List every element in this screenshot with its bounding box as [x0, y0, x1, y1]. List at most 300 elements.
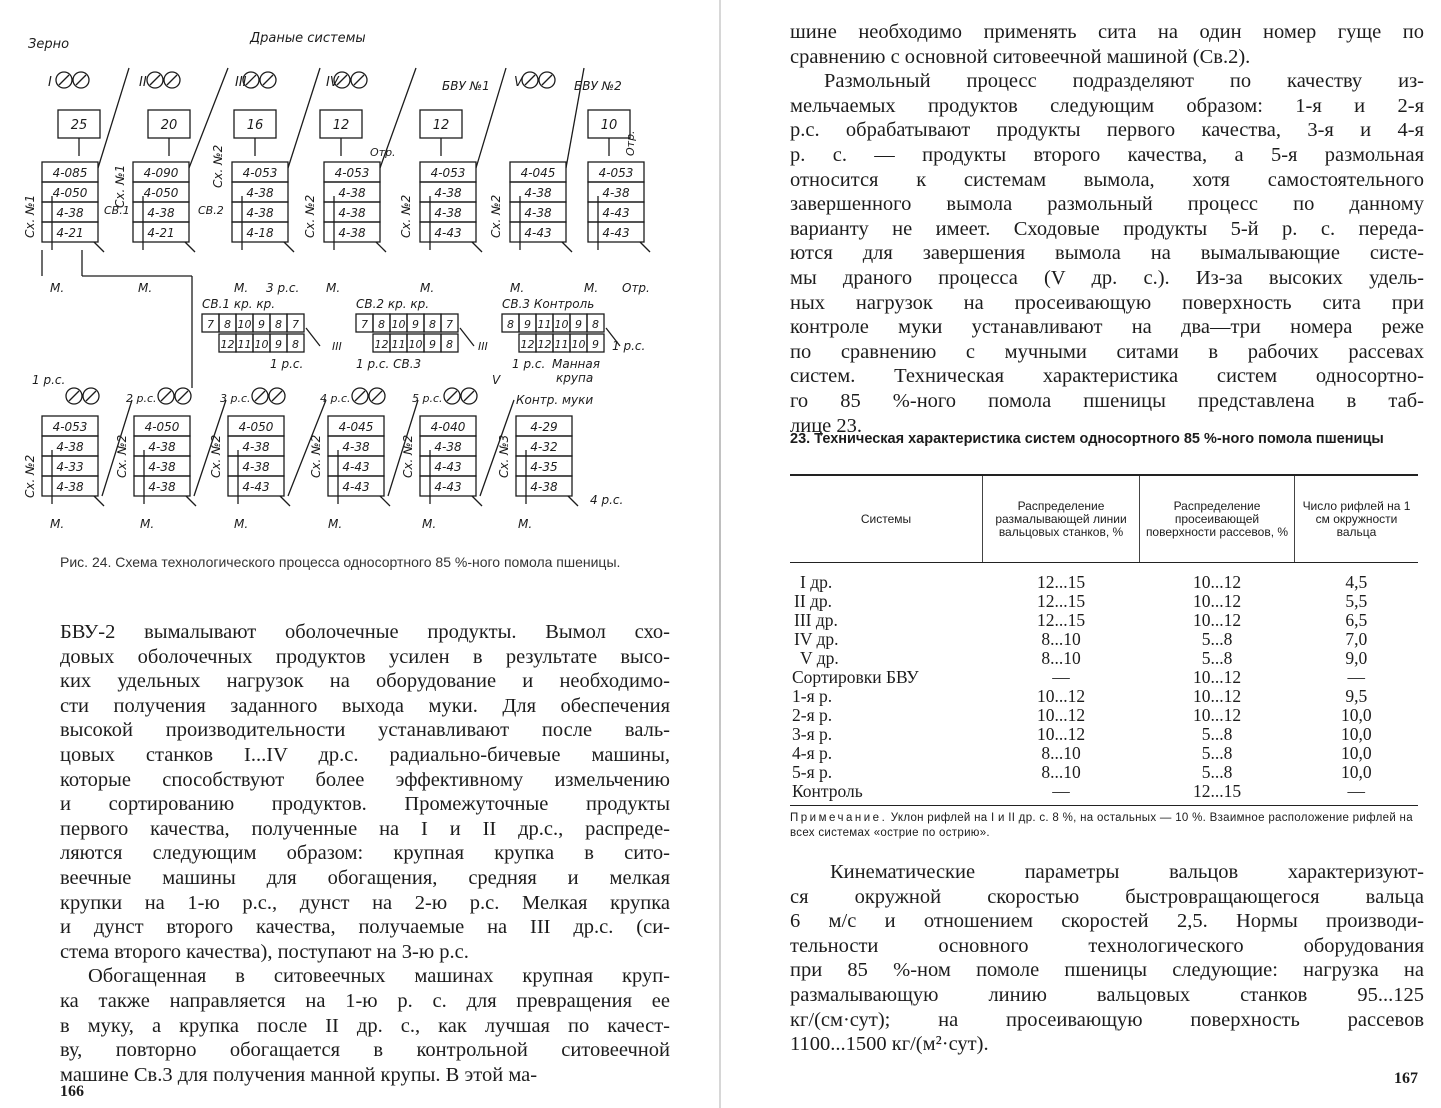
purifier-cell-label: 9: [592, 338, 599, 351]
top-sifter-5-deck-label: 4-38: [524, 206, 552, 220]
purifier-cell-label: 8: [446, 338, 453, 351]
book-gutter: [719, 0, 721, 1108]
purifier-cell-label: 9: [575, 318, 582, 331]
bottom-sifter-0-deck-label: 4-38: [56, 440, 84, 454]
top-sifter-6-outlet: [640, 242, 650, 252]
table-row: [790, 592, 1418, 611]
table-container: [790, 474, 1418, 801]
purifier-cell-label: 10: [254, 338, 269, 351]
bottom-sifter-5-outlet: [568, 496, 578, 506]
text-line: ву, повторно обогащается в контрольной ситовеечной: [60, 1039, 670, 1062]
bottom-sifter-1-deck-label: 4-38: [148, 440, 176, 454]
table-cell: 6,5: [1345, 610, 1368, 630]
table-cell: 5,5: [1345, 591, 1368, 611]
hopper-label: 12: [332, 118, 350, 133]
text-line: ких удельных нагрузок на оборудование и необходимо-: [60, 670, 670, 693]
table-row: [790, 611, 1418, 630]
table-cell: 5...8: [1201, 762, 1233, 782]
roller-hatch: [263, 75, 273, 85]
right-body-text: [790, 20, 1424, 438]
top-sifter-1-deck-label: 4-050: [143, 186, 179, 200]
table-cell: 10...12: [1036, 686, 1086, 706]
roller-hatch: [150, 75, 160, 85]
table-header: [790, 475, 1418, 563]
roman-label: III: [478, 340, 488, 353]
reduction-label: 4 р.с.: [590, 493, 624, 507]
scheme-label: Сх. №2: [399, 194, 413, 238]
purifier-cell-label: 8: [292, 338, 299, 351]
bottom-sifter-2-outlet: [280, 496, 290, 506]
purifier-cell-label: 10: [571, 338, 586, 351]
bottom-sifter-3-deck-label: 4-43: [342, 460, 370, 474]
text-line: систем. Техническая характеристика систем односортно-: [790, 365, 1424, 388]
text-line: БВУ-2 вымалывают оболочечные продукты. Вымол схо-: [60, 621, 670, 643]
hopper-label: 16: [246, 118, 264, 133]
table-row: [790, 687, 1418, 706]
text-line: ка также направляется на 1-ю р. с. для превращения ее: [60, 989, 670, 1012]
purifier-cell-label: 8: [378, 318, 385, 331]
grain-label: Зерно: [28, 37, 70, 52]
text-line: размалывающую линию вальцовых станков 95...125: [790, 983, 1424, 1006]
purifier-label-2: СВ.3 Контроль: [502, 297, 595, 311]
table-cell: 10...12: [1192, 705, 1242, 725]
roller-hatch: [372, 391, 382, 401]
table-cell: —: [1052, 781, 1070, 801]
top-sifter-3-deck-label: 4-38: [338, 206, 366, 220]
table-cell: 8...10: [1041, 743, 1081, 763]
bottom-sifter-5-deck-label: 4-35: [530, 460, 558, 474]
table-cell: 10,0: [1340, 762, 1372, 782]
bottom-sifter-2-deck-label: 4-050: [238, 420, 274, 434]
text-line: стема второго качества), поступают на 3-ю р.с.: [60, 940, 469, 963]
flour-label: М.: [234, 517, 249, 531]
waste-label: Отр.: [370, 146, 396, 159]
top-sifter-1-deck-label: 4-090: [143, 166, 179, 180]
flour-label: М.: [326, 281, 341, 295]
waste-label: Отр.: [624, 130, 637, 156]
left-paragraph-2: [60, 964, 670, 1087]
text-line: варианту не имеет. Сходовые продукты 5-й р. с. переда-: [790, 217, 1424, 240]
roller-hatch: [464, 391, 474, 401]
bottom-sifter-4-deck-label: 4-43: [434, 460, 462, 474]
left-page: [0, 0, 720, 1108]
text-line: ются для завершения вымола на вымалывающие систе-: [790, 242, 1424, 265]
purifier-cell-label: 12: [537, 338, 552, 351]
purifier-cell-label: 8: [275, 318, 282, 331]
text-line: ных нагрузок на просеивающую поверхность сита при: [790, 291, 1424, 314]
flour-label: М.: [584, 281, 599, 295]
table-title: 23. Техническая характеристика систем односортного 85 %-ного помола пшеницы: [790, 431, 1384, 447]
top-sifter-0-outlet: [94, 242, 104, 252]
bottom-sifter-2-deck-label: 4-38: [242, 440, 270, 454]
table-cell: 5...8: [1201, 629, 1233, 649]
sifter-cb-label: СВ.1: [104, 204, 130, 217]
bvu1-label: БВУ №1: [442, 79, 490, 93]
purifier-cell-label: 7: [292, 318, 299, 331]
roman-label: III: [332, 340, 342, 353]
roller-hatch: [161, 391, 171, 401]
purifier-cell-label: 11: [237, 338, 252, 351]
reduction-label: 4 р.с.: [320, 392, 351, 405]
bottom-sifter-4-deck-label: 4-43: [434, 480, 462, 494]
waste-label: Отр.: [622, 281, 650, 295]
process-schema-drawing: [22, 28, 670, 538]
roller-hatch: [246, 75, 256, 85]
sifter-cb-label: СВ.2: [198, 204, 224, 217]
scheme-label: Сх. №2: [401, 434, 415, 478]
table-cell: 5...8: [1201, 648, 1233, 668]
text-line: веечные машины для обогащения, средняя и мелкая: [60, 866, 670, 889]
bottom-sifter-1-deck-label: 4-050: [144, 420, 180, 434]
top-sifter-2-deck-label: 4-18: [246, 226, 274, 240]
characteristics-table: [790, 474, 1418, 801]
table-cell: 12...15: [1192, 781, 1242, 801]
header-roller-share: Распределение размалывающей линии вальцовых станков, %: [983, 475, 1140, 563]
text-line: сти получения заданного выхода муки. Для обеспечения: [60, 694, 670, 717]
table-cell: I др.: [800, 572, 833, 592]
table-cell: 10,0: [1340, 743, 1372, 763]
reduction-label: 1 р.с.: [270, 357, 304, 371]
flow-line: [380, 68, 416, 168]
break-label-0: I: [48, 75, 52, 90]
table-cell: 2-я р.: [792, 705, 833, 725]
table-cell: 12...15: [1036, 610, 1086, 630]
table-cell: 8...10: [1041, 648, 1081, 668]
flow-line: [98, 68, 129, 168]
break-systems-label: Драные системы: [250, 31, 366, 46]
text-line: цовых станков I...IV др.с. радиально-бичевые машины,: [60, 743, 670, 766]
bottom-sifter-0-deck-label: 4-38: [56, 480, 84, 494]
text-line: мельчаемых продуктов следующим образом: 1-я и 2-я: [790, 94, 1424, 117]
top-sifter-6-deck-label: 4-38: [602, 186, 630, 200]
flow-line: [306, 328, 320, 346]
text-line: по сравнению с мучными ситами в рабочих рассевах: [790, 340, 1424, 363]
text-line: р.с. обрабатывают продукты первого качества, 3-я и 4-я: [790, 119, 1424, 142]
table-cell: 5...8: [1201, 743, 1233, 763]
roller-hatch: [355, 391, 365, 401]
bottom-sifter-0-deck-label: 4-053: [52, 420, 88, 434]
text-line: первого качества, полученные на I и II др.с., распреде-: [60, 817, 670, 840]
purifier-cell-label: 9: [429, 338, 436, 351]
purifier-cell-label: 9: [258, 318, 265, 331]
page-number-left: 166: [60, 1083, 84, 1100]
roller-hatch: [525, 75, 535, 85]
bottom-sifter-4-deck-label: 4-040: [430, 420, 466, 434]
right-page: [722, 0, 1441, 1108]
text-line: ляются следующим образом: крупная крупка в сито-: [60, 842, 670, 865]
flow-line: [460, 328, 474, 346]
roller-hatch: [272, 391, 282, 401]
left-body-text: [60, 620, 670, 1087]
text-line: Обогащенная в ситовеечных машинах крупная круп-: [88, 965, 670, 988]
table-note: [790, 811, 1420, 841]
bottom-sifter-4-outlet: [472, 496, 482, 506]
process-schema: [22, 28, 670, 538]
table-note-label: Примечание.: [790, 812, 888, 824]
text-line: завершенного вымола размольный процесс по данному: [790, 193, 1424, 216]
bottom-sifter-0-outlet: [94, 496, 104, 506]
text-line: шине необходимо применять сита на один номер гуще по: [790, 21, 1424, 43]
top-sifter-4-outlet: [472, 242, 482, 252]
table-cell: 9,0: [1345, 648, 1368, 668]
bottom-sifter-5-deck-label: 4-29: [530, 420, 558, 434]
table-row: [790, 668, 1418, 687]
table-cell: —: [1347, 667, 1365, 687]
reduction-label: 1 р.с.: [32, 373, 66, 387]
table-cell: 4-я р.: [792, 743, 833, 763]
purifier-cell-label: 9: [412, 318, 419, 331]
text-line: и сортированию продуктов. Промежуточные продукты: [60, 793, 670, 816]
table-row: [790, 744, 1418, 763]
text-line: крупки на 1-ю р.с., дунст на 2-ю р.с. Мелкая крупка: [60, 891, 670, 914]
table-cell: 3-я р.: [792, 724, 833, 744]
table-cell: 10...12: [1036, 705, 1086, 725]
scheme-label: Сх. №2: [211, 144, 225, 188]
hopper-label: 20: [160, 118, 178, 133]
flour-control-label: Контр. муки: [516, 393, 594, 407]
semolina-label: крупа: [556, 371, 594, 385]
table-row: [790, 630, 1418, 649]
top-sifter-2-deck-label: 4-38: [246, 186, 274, 200]
purifier-cell-label: 7: [446, 318, 453, 331]
top-sifter-0-deck-label: 4-085: [52, 166, 88, 180]
text-line: тельности основного технологического оборудования: [790, 934, 1424, 957]
top-sifter-1-deck-label: 4-21: [147, 226, 175, 240]
text-line: мы драного процесса (V др. с.). Из-за высоких удель-: [790, 266, 1424, 289]
top-sifter-0-deck-label: 4-050: [52, 186, 88, 200]
table-row: [790, 763, 1418, 782]
header-flutes: Число рифлей на 1 см окружности вальца: [1295, 475, 1419, 563]
scheme-label: Сх. №2: [23, 454, 37, 498]
table-row: [790, 649, 1418, 668]
bottom-sifter-3-deck-label: 4-045: [338, 420, 374, 434]
purifier-cell-label: 10: [391, 318, 406, 331]
text-line: относится к системам вымола, хотя самостоятельного: [790, 168, 1424, 191]
purifier-cell-label: 8: [224, 318, 231, 331]
top-sifter-3-deck-label: 4-38: [338, 226, 366, 240]
table-cell: 7,0: [1345, 629, 1368, 649]
table-row: [790, 725, 1418, 744]
right-body-text-2: [790, 860, 1424, 1057]
table-cell: III др.: [794, 610, 838, 630]
bottom-sifter-2-deck-label: 4-38: [242, 460, 270, 474]
purifier-cell-label: 9: [275, 338, 282, 351]
table-cell: —: [1052, 667, 1070, 687]
roller-hatch: [542, 75, 552, 85]
scheme-label: Сх. №2: [115, 434, 129, 478]
break-label-1: II: [139, 75, 147, 90]
top-sifter-0-deck-label: 4-21: [56, 226, 84, 240]
flour-label: М.: [138, 281, 153, 295]
scheme-label: Сх. №2: [309, 434, 323, 478]
table-cell: 10...12: [1192, 572, 1242, 592]
text-line: р. с. — продукты второго качества, а 5-я размольная: [790, 143, 1424, 166]
text-line: Размольный процесс подразделяют по качеству из-: [824, 70, 1424, 93]
text-line: и дунст второго качества, получаемые на III др.с. (си-: [60, 916, 670, 939]
purifier-cell-label: 12: [220, 338, 235, 351]
table-cell: 5-я р.: [792, 762, 833, 782]
break-label-2: III: [235, 75, 247, 90]
bottom-sifter-3-outlet: [380, 496, 390, 506]
text-line: высокой производительности устанавливают после валь-: [60, 719, 670, 742]
roller-hatch: [178, 391, 188, 401]
top-sifter-3-deck-label: 4-053: [334, 166, 370, 180]
top-sifter-1-deck-label: 4-38: [147, 206, 175, 220]
table-header-row: [790, 475, 1418, 563]
page-number-right: 167: [1394, 1070, 1418, 1087]
purifier-cell-label: 11: [391, 338, 406, 351]
hopper-label: 10: [600, 118, 618, 133]
bottom-sifter-0-deck-label: 4-33: [56, 460, 84, 474]
table-row: [790, 563, 1418, 593]
text-line: 6 м/с и отношением скоростей 2,5. Нормы производи-: [790, 910, 1424, 933]
top-sifter-3-outlet: [376, 242, 386, 252]
bottom-sifter-3-deck-label: 4-43: [342, 480, 370, 494]
text-line: Кинематические параметры вальцов характеризуют-: [830, 861, 1424, 883]
text-line: которые способствуют более эффективному измельчению: [60, 768, 670, 791]
roller-hatch: [255, 391, 265, 401]
table-cell: 8...10: [1041, 629, 1081, 649]
flour-label: М.: [140, 517, 155, 531]
bottom-sifter-1-deck-label: 4-38: [148, 480, 176, 494]
table-cell: 5...8: [1201, 724, 1233, 744]
table-cell: —: [1347, 781, 1365, 801]
hopper-label: 12: [432, 118, 450, 133]
header-sieve-share: Распределение просеивающей поверхности рассевов, %: [1140, 475, 1295, 563]
bottom-sifter-1-deck-label: 4-38: [148, 460, 176, 474]
table-cell: 10,0: [1340, 724, 1372, 744]
flour-label: М.: [422, 517, 437, 531]
top-sifter-2-deck-label: 4-053: [242, 166, 278, 180]
table-cell: Контроль: [792, 781, 863, 801]
purifier-label-0: СВ.1 кр. кр.: [202, 297, 276, 311]
flow-line: [288, 68, 320, 168]
roller-hatch: [69, 391, 79, 401]
flour-label: М.: [50, 281, 65, 295]
top-sifter-2-outlet: [284, 242, 294, 252]
purifier-cell-label: 8: [507, 318, 514, 331]
text-line: кг/(см·сут); на просеивающую поверхность рассевов: [790, 1008, 1424, 1031]
roller-hatch: [354, 75, 364, 85]
reduction-label: 2 р.с.: [126, 392, 157, 405]
roller-hatch: [86, 391, 96, 401]
purifier-label-1: СВ.2 кр. кр.: [356, 297, 430, 311]
right-paragraph-2: [790, 69, 1424, 438]
left-paragraph-1: [60, 620, 670, 964]
table-cell: 10...12: [1036, 724, 1086, 744]
flour-label: М.: [234, 281, 249, 295]
text-line: машине Св.3 для получения манной крупы. В этой ма-: [60, 1063, 538, 1086]
top-sifter-4-deck-label: 4-38: [434, 186, 462, 200]
purifier-cell-label: 8: [592, 318, 599, 331]
table-cell: 12...15: [1036, 591, 1086, 611]
top-sifter-5-deck-label: 4-38: [524, 186, 552, 200]
text-line: ся окружной скоростью быстровращающегося вальца: [790, 885, 1424, 908]
figure-caption: Рис. 24. Схема технологического процесса односортного 85 %-ного помола пшеницы.: [60, 554, 621, 570]
reduction-label: 5 р.с.: [412, 392, 443, 405]
roman-label: V: [492, 373, 501, 387]
text-line: 1100...1500 кг/(м²·сут).: [790, 1033, 989, 1056]
reduction-label: 1 р.с.: [512, 357, 546, 371]
purifier-cell-label: 10: [237, 318, 252, 331]
bottom-sifter-3-deck-label: 4-38: [342, 440, 370, 454]
roller-hatch: [76, 75, 86, 85]
table-cell: 9,5: [1345, 686, 1368, 706]
roller-hatch: [447, 391, 457, 401]
top-sifter-5-deck-label: 4-43: [524, 226, 552, 240]
top-sifter-6-deck-label: 4-053: [598, 166, 634, 180]
hopper-label: 25: [70, 118, 88, 133]
bottom-sifter-4-deck-label: 4-38: [434, 440, 462, 454]
text-line: го 85 %-ного помола пшеницы представлена в таб-: [790, 389, 1424, 412]
flour-label: М.: [328, 517, 343, 531]
table-cell: 8...10: [1041, 762, 1081, 782]
table-cell: 10,0: [1340, 705, 1372, 725]
reduction-label: 1 р.с. СВ.3: [356, 357, 422, 371]
bvu2-label: БВУ №2: [574, 79, 622, 93]
scheme-label: Сх. №2: [489, 194, 503, 238]
flour-label: М.: [510, 281, 525, 295]
table-cell: 10...12: [1192, 591, 1242, 611]
right-paragraph-1: [790, 20, 1424, 69]
top-sifter-5-deck-label: 4-045: [520, 166, 556, 180]
roller-hatch: [167, 75, 177, 85]
table-cell: 10...12: [1192, 667, 1242, 687]
top-sifter-4-deck-label: 4-053: [430, 166, 466, 180]
flour-label: М.: [50, 517, 65, 531]
purifier-cell-label: 7: [361, 318, 368, 331]
scheme-label: Сх. №1: [23, 194, 37, 238]
top-sifter-2-deck-label: 4-38: [246, 206, 274, 220]
text-line: контроле муки устанавливают на два—три номера реже: [790, 316, 1424, 339]
flour-label: М.: [420, 281, 435, 295]
purifier-cell-label: 11: [554, 338, 569, 351]
bottom-sifter-5-deck-label: 4-38: [530, 480, 558, 494]
table-body: [790, 563, 1418, 802]
text-line: при 85 %-ном помоле пшеницы следующие: нагрузка на: [790, 959, 1424, 982]
top-sifter-3-deck-label: 4-38: [338, 186, 366, 200]
scheme-label: Сх. №1: [113, 164, 127, 208]
scheme-label: Сх. №2: [303, 194, 317, 238]
table-cell: 10...12: [1192, 610, 1242, 630]
table-note-text: Уклон рифлей на I и II др. с. 8 %, на остальных — 10 %. Взаимное расположение рифлей на всех системах «острие по острию».: [790, 812, 1413, 839]
flour-label: М.: [518, 517, 533, 531]
text-line: лице 23.: [790, 414, 863, 437]
bottom-sifter-1-outlet: [186, 496, 196, 506]
reduction-label: 3 р.с.: [266, 281, 300, 295]
scheme-label: Сх. №3: [497, 434, 511, 478]
text-line: довых оболочечных продуктов усилен в результате высо-: [60, 645, 670, 668]
table-cell: Сортировки БВУ: [792, 667, 919, 687]
top-sifter-0-deck-label: 4-38: [56, 206, 84, 220]
table-cell: V др.: [800, 648, 839, 668]
table-cell: II др.: [794, 591, 833, 611]
table-cell: 12...15: [1036, 572, 1086, 592]
text-line: сравнению с основной ситовеечной машиной (Св.2).: [790, 45, 1251, 68]
top-sifter-6-deck-label: 4-43: [602, 226, 630, 240]
purifier-cell-label: 12: [520, 338, 535, 351]
text-line: в муку, а крупка после II др. с., как лучшая по качест-: [60, 1014, 670, 1037]
reduction-label: 3 р.с.: [220, 392, 251, 405]
purifier-cell-label: 10: [554, 318, 569, 331]
roller-hatch: [59, 75, 69, 85]
table-cell: 1-я р.: [792, 686, 833, 706]
table-row: [790, 782, 1418, 801]
top-sifter-6-deck-label: 4-43: [602, 206, 630, 220]
right-paragraph-3: [790, 860, 1424, 1057]
top-sifter-1-outlet: [185, 242, 195, 252]
purifier-cell-label: 7: [207, 318, 214, 331]
